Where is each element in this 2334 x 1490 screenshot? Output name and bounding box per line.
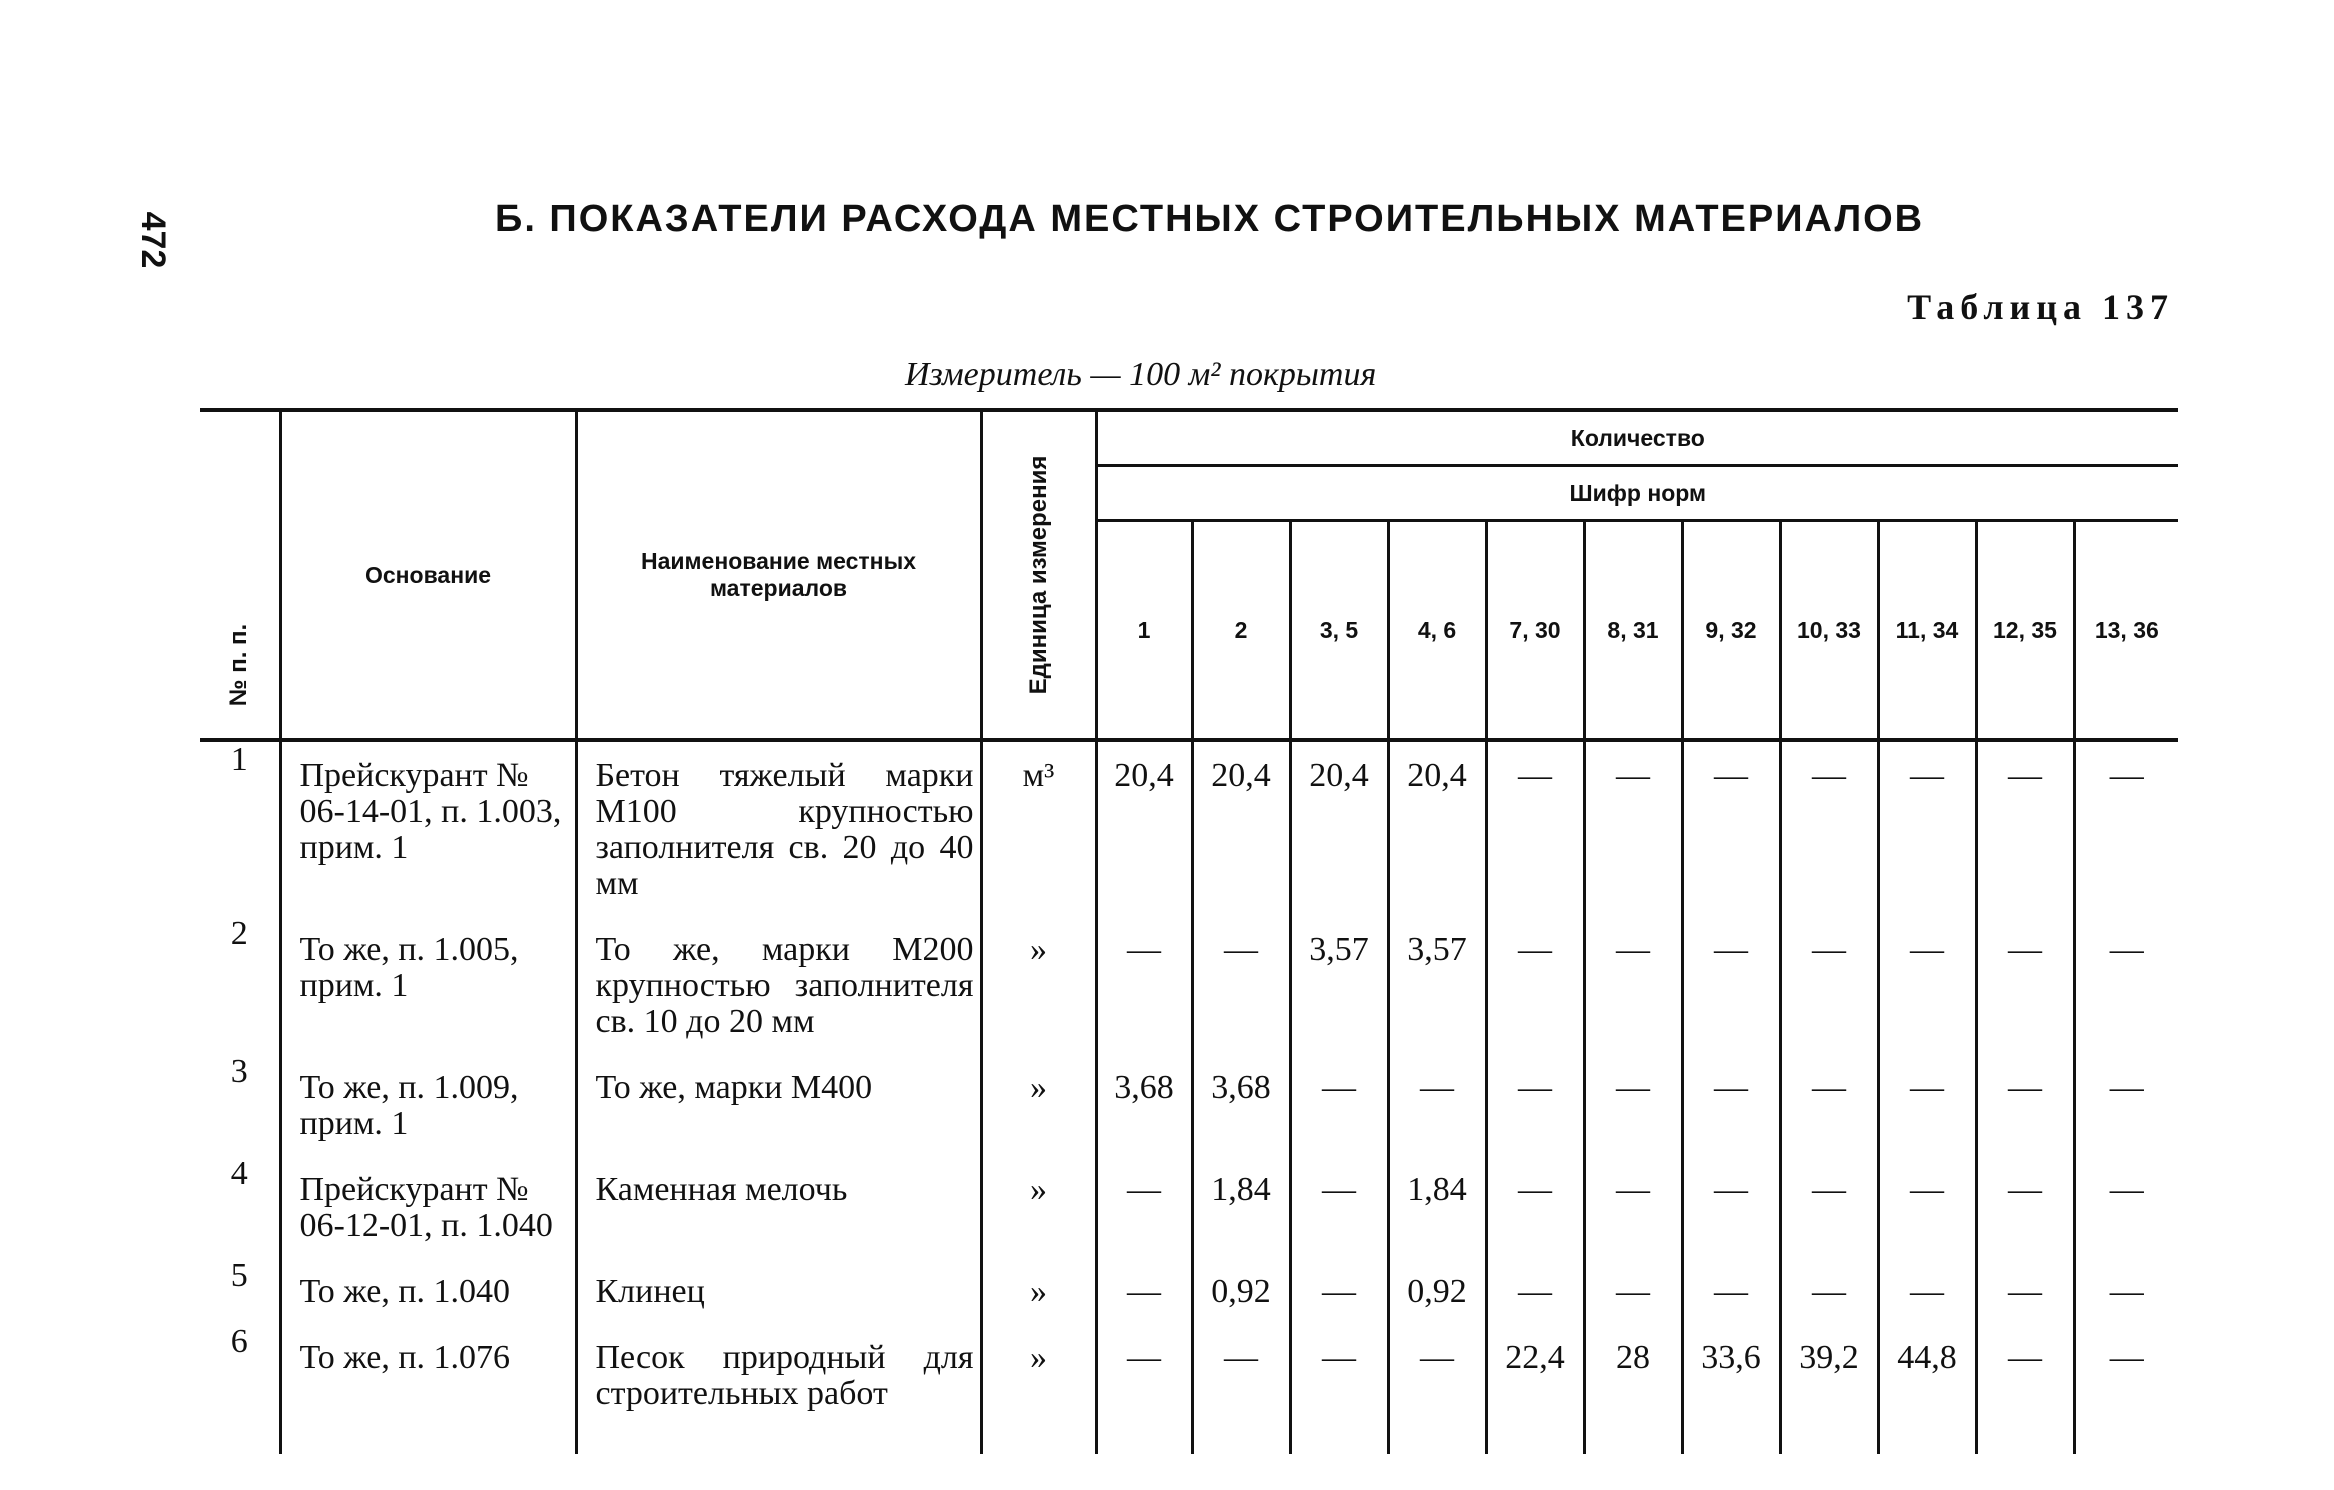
row-material-name: То же, марки М200 крупностью заполнителя св. 10 до 20 мм <box>576 916 981 1054</box>
row-value: — <box>1486 1258 1584 1324</box>
table-row <box>200 1258 2178 1324</box>
row-material-name: Каменная мелочь <box>576 1156 981 1258</box>
row-value: — <box>1584 740 1682 916</box>
row-value: 39,2 <box>1780 1324 1878 1454</box>
row-basis: То же, п. 1.009, прим. 1 <box>280 1054 576 1156</box>
row-value: — <box>1780 740 1878 916</box>
row-value: 20,4 <box>1192 740 1290 916</box>
table-body <box>200 740 2178 1454</box>
row-value: 3,68 <box>1096 1054 1192 1156</box>
row-value: — <box>1584 916 1682 1054</box>
row-value: 44,8 <box>1878 1324 1976 1454</box>
row-value: — <box>1584 1054 1682 1156</box>
row-basis: То же, п. 1.040 <box>280 1258 576 1324</box>
header-code-col: 12, 35 <box>1976 521 2074 741</box>
row-material-name: Клинец <box>576 1258 981 1324</box>
header-code-col: 13, 36 <box>2074 521 2178 741</box>
row-value: — <box>1584 1156 1682 1258</box>
header-num-label: № п. п. <box>225 623 253 706</box>
row-value: — <box>1976 1156 2074 1258</box>
table-label: Таблица 137 <box>1907 287 2174 327</box>
row-unit: » <box>981 1258 1096 1324</box>
page-number: 472 <box>134 211 172 269</box>
row-value: — <box>1780 1258 1878 1324</box>
row-value: — <box>1290 1156 1388 1258</box>
header-name-label: Наименование местных материалов <box>640 548 916 601</box>
row-value: — <box>1976 916 2074 1054</box>
table-row <box>200 916 2178 1054</box>
row-value: 3,57 <box>1388 916 1486 1054</box>
row-value: — <box>1584 1258 1682 1324</box>
header-code-col: 3, 5 <box>1290 521 1388 741</box>
materials-table <box>200 408 2178 1454</box>
row-value: 1,84 <box>1192 1156 1290 1258</box>
header-code-col: 4, 6 <box>1388 521 1486 741</box>
row-basis: Прейскурант № 06-12-01, п. 1.040 <box>280 1156 576 1258</box>
row-value: 20,4 <box>1290 740 1388 916</box>
row-value: 22,4 <box>1486 1324 1584 1454</box>
row-value: — <box>2074 740 2178 916</box>
header-quantity: Количество <box>1096 410 2178 466</box>
row-value: — <box>1682 1054 1780 1156</box>
row-value: — <box>1780 1054 1878 1156</box>
row-value: — <box>1192 916 1290 1054</box>
row-value: — <box>1096 1258 1192 1324</box>
row-value: — <box>1096 916 1192 1054</box>
row-value: 28 <box>1584 1324 1682 1454</box>
header-code-col: 11, 34 <box>1878 521 1976 741</box>
header-num <box>200 410 280 740</box>
row-value: 3,68 <box>1192 1054 1290 1156</box>
row-value: — <box>1682 740 1780 916</box>
row-basis: Прейскурант № 06-14-01, п. 1.003, прим. 1 <box>280 740 576 916</box>
row-unit: » <box>981 1156 1096 1258</box>
row-value: — <box>1878 1258 1976 1324</box>
row-value: — <box>1976 1324 2074 1454</box>
row-value: 0,92 <box>1192 1258 1290 1324</box>
header-name <box>576 410 981 740</box>
header-code-col: 7, 30 <box>1486 521 1584 741</box>
row-value: 0,92 <box>1388 1258 1486 1324</box>
header-code-col: 1 <box>1096 521 1192 741</box>
row-value: — <box>1976 740 2074 916</box>
row-num: 3 <box>230 1053 248 1090</box>
row-value: — <box>1192 1324 1290 1454</box>
header-codes: Шифр норм <box>1096 466 2178 521</box>
table-row <box>200 1156 2178 1258</box>
row-value: — <box>1388 1054 1486 1156</box>
row-value: — <box>1878 1156 1976 1258</box>
header-code-col: 2 <box>1192 521 1290 741</box>
row-value: 1,84 <box>1388 1156 1486 1258</box>
row-value: — <box>2074 1324 2178 1454</box>
row-value: — <box>1486 1054 1584 1156</box>
header-code-col: 8, 31 <box>1584 521 1682 741</box>
row-value: — <box>1290 1258 1388 1324</box>
row-value: — <box>1486 916 1584 1054</box>
row-unit: м³ <box>981 740 1096 916</box>
row-value: — <box>2074 1156 2178 1258</box>
row-material-name: Бетон тяжелый марки М100 крупностью заполнителя св. 20 до 40 мм <box>576 740 981 916</box>
row-value: — <box>2074 1054 2178 1156</box>
row-unit: » <box>981 1324 1096 1454</box>
row-value: — <box>1878 1054 1976 1156</box>
section-title: Б. ПОКАЗАТЕЛИ РАСХОДА МЕСТНЫХ СТРОИТЕЛЬНЫХ МАТЕРИАЛОВ <box>495 198 1925 240</box>
row-value: — <box>2074 916 2178 1054</box>
row-basis: То же, п. 1.005, прим. 1 <box>280 916 576 1054</box>
row-num: 2 <box>230 915 248 952</box>
row-value: — <box>1878 916 1976 1054</box>
row-value: — <box>1096 1324 1192 1454</box>
row-value: — <box>2074 1258 2178 1324</box>
row-value: — <box>1976 1054 2074 1156</box>
row-value: — <box>1682 916 1780 1054</box>
header-unit <box>981 410 1096 740</box>
materials-table-wrapper <box>200 408 2176 1454</box>
row-unit: » <box>981 916 1096 1054</box>
header-code-col: 9, 32 <box>1682 521 1780 741</box>
row-value: — <box>1682 1156 1780 1258</box>
row-value: 20,4 <box>1096 740 1192 916</box>
table-row <box>200 1324 2178 1454</box>
row-value: — <box>1486 1156 1584 1258</box>
table-row <box>200 1054 2178 1156</box>
row-value: — <box>1780 916 1878 1054</box>
row-value: — <box>1388 1324 1486 1454</box>
row-material-name: Песок природный для строительных работ <box>576 1324 981 1454</box>
row-value: 20,4 <box>1388 740 1486 916</box>
measure-unit: Измеритель — 100 м² покрытия <box>905 356 1377 393</box>
row-unit: » <box>981 1054 1096 1156</box>
header-unit-label: Единица измерения <box>1024 455 1052 695</box>
row-num: 1 <box>230 741 248 778</box>
row-material-name: То же, марки М400 <box>576 1054 981 1156</box>
row-basis: То же, п. 1.076 <box>280 1324 576 1454</box>
header-code-col: 10, 33 <box>1780 521 1878 741</box>
row-num: 5 <box>230 1257 248 1294</box>
row-value: — <box>1878 740 1976 916</box>
row-value: — <box>1780 1156 1878 1258</box>
row-value: — <box>1682 1258 1780 1324</box>
header-basis: Основание <box>280 410 576 740</box>
table-row <box>200 740 2178 916</box>
row-value: — <box>1290 1324 1388 1454</box>
row-value: 33,6 <box>1682 1324 1780 1454</box>
row-value: — <box>1290 1054 1388 1156</box>
row-value: — <box>1976 1258 2074 1324</box>
row-num: 6 <box>230 1323 248 1360</box>
row-value: 3,57 <box>1290 916 1388 1054</box>
row-value: — <box>1096 1156 1192 1258</box>
table-header <box>200 410 2178 740</box>
row-num: 4 <box>230 1155 248 1192</box>
row-value: — <box>1486 740 1584 916</box>
